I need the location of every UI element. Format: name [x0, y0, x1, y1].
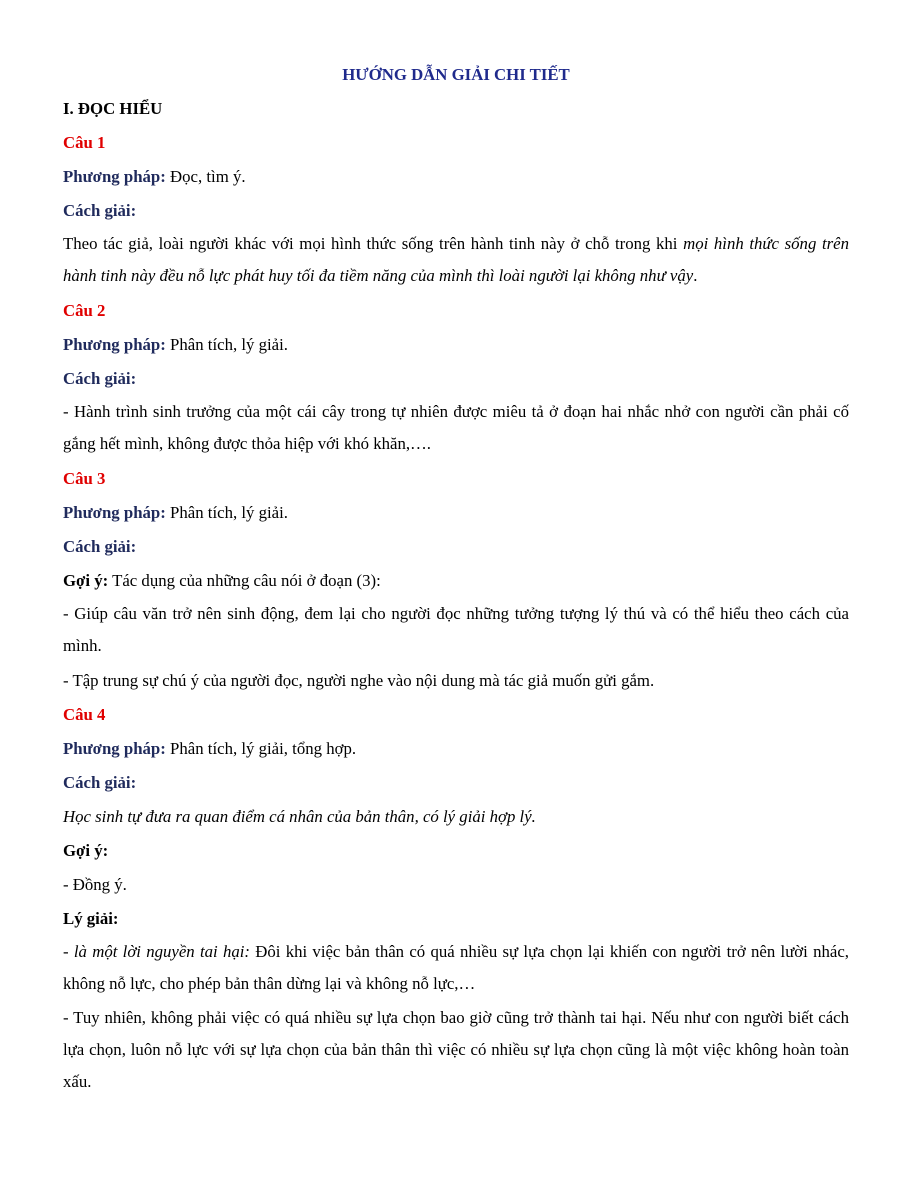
page-title: HƯỚNG DẪN GIẢI CHI TIẾT	[342, 65, 570, 84]
question-2-solution-label: Cách giải:	[63, 369, 137, 388]
question-4-explain-2: - Tuy nhiên, không phải việc có quá nhiều sự lựa chọn bao giờ cũng trở thành tai hại. Nếu như con người biết cách lựa chọn, luôn nỗ lực với sự lựa chọn của bản thân thì việc có nhiều sự lựa chọn cũng là một việc không hoàn toàn xấu.	[63, 1008, 849, 1091]
question-4-method	[63, 732, 849, 766]
question-3-method	[63, 496, 849, 530]
question-3-hint	[63, 564, 849, 598]
method-text: Phân tích, lý giải.	[170, 335, 288, 354]
document-page	[63, 58, 849, 1098]
method-label: Phương pháp:	[63, 503, 166, 522]
question-4-explain-1	[63, 936, 849, 1000]
question-1-answer	[63, 228, 849, 292]
answer-lead: Theo tác giả, loài người khác với mọi hình thức sống trên hành tinh này ở chỗ trong khi	[63, 234, 684, 253]
question-4-solution-label: Cách giải:	[63, 773, 137, 792]
question-3-solution-label: Cách giải:	[63, 537, 137, 556]
hint-text: Tác dụng của những câu nói ở đoạn (3):	[112, 571, 381, 590]
method-label: Phương pháp:	[63, 335, 166, 354]
method-text: Phân tích, lý giải, tổng hợp.	[170, 739, 357, 758]
question-4-hint-label: Gợi ý:	[63, 841, 109, 860]
hint-label: Gợi ý:	[63, 571, 109, 590]
method-text: Đọc, tìm ý.	[170, 167, 246, 186]
question-3-point-1: - Giúp câu văn trở nên sinh động, đem lại cho người đọc những tưởng tượng lý thú và có thể hiểu theo cách của mình.	[63, 604, 849, 655]
section-heading: I. ĐỌC HIỂU	[63, 99, 163, 118]
question-2-method	[63, 328, 849, 362]
explain-quote: là một lời nguyền tai hại:	[73, 942, 250, 961]
question-1-heading: Câu 1	[63, 133, 106, 152]
answer-end: .	[693, 266, 698, 285]
method-label: Phương pháp:	[63, 167, 166, 186]
question-4-explain-label: Lý giải:	[63, 909, 119, 928]
answer-quote: mọi hình thức sống trên hành tinh này đều nỗ lực phát huy tối đa tiềm năng của mình thì loài người lại không như vậy	[63, 234, 849, 285]
explain-rest: Đôi khi việc bản thân có quá nhiều sự lựa chọn lại khiến con người trở nên lười nhác, không nỗ lực, cho phép bản thân dừng lại và không nỗ lực,…	[63, 942, 849, 993]
question-4-answer: Học sinh tự đưa ra quan điểm cá nhân của bản thân, có lý giải hợp lý.	[63, 807, 536, 826]
question-4-heading: Câu 4	[63, 705, 106, 724]
question-4-hint-value: - Đồng ý.	[63, 875, 127, 894]
question-1-solution-label: Cách giải:	[63, 201, 137, 220]
explain-dash: -	[63, 942, 74, 961]
question-2-heading: Câu 2	[63, 301, 106, 320]
question-1-method	[63, 160, 849, 194]
question-3-heading: Câu 3	[63, 469, 106, 488]
question-3-point-2: - Tập trung sự chú ý của người đọc, người nghe vào nội dung mà tác giả muốn gửi gắm.	[63, 671, 655, 690]
question-2-answer: - Hành trình sinh trưởng của một cái cây trong tự nhiên được miêu tả ở đoạn hai nhắc nhở con người cần phải cố gắng hết mình, không được thỏa hiệp với khó khăn,….	[63, 402, 849, 453]
method-label: Phương pháp:	[63, 739, 166, 758]
method-text: Phân tích, lý giải.	[170, 503, 288, 522]
